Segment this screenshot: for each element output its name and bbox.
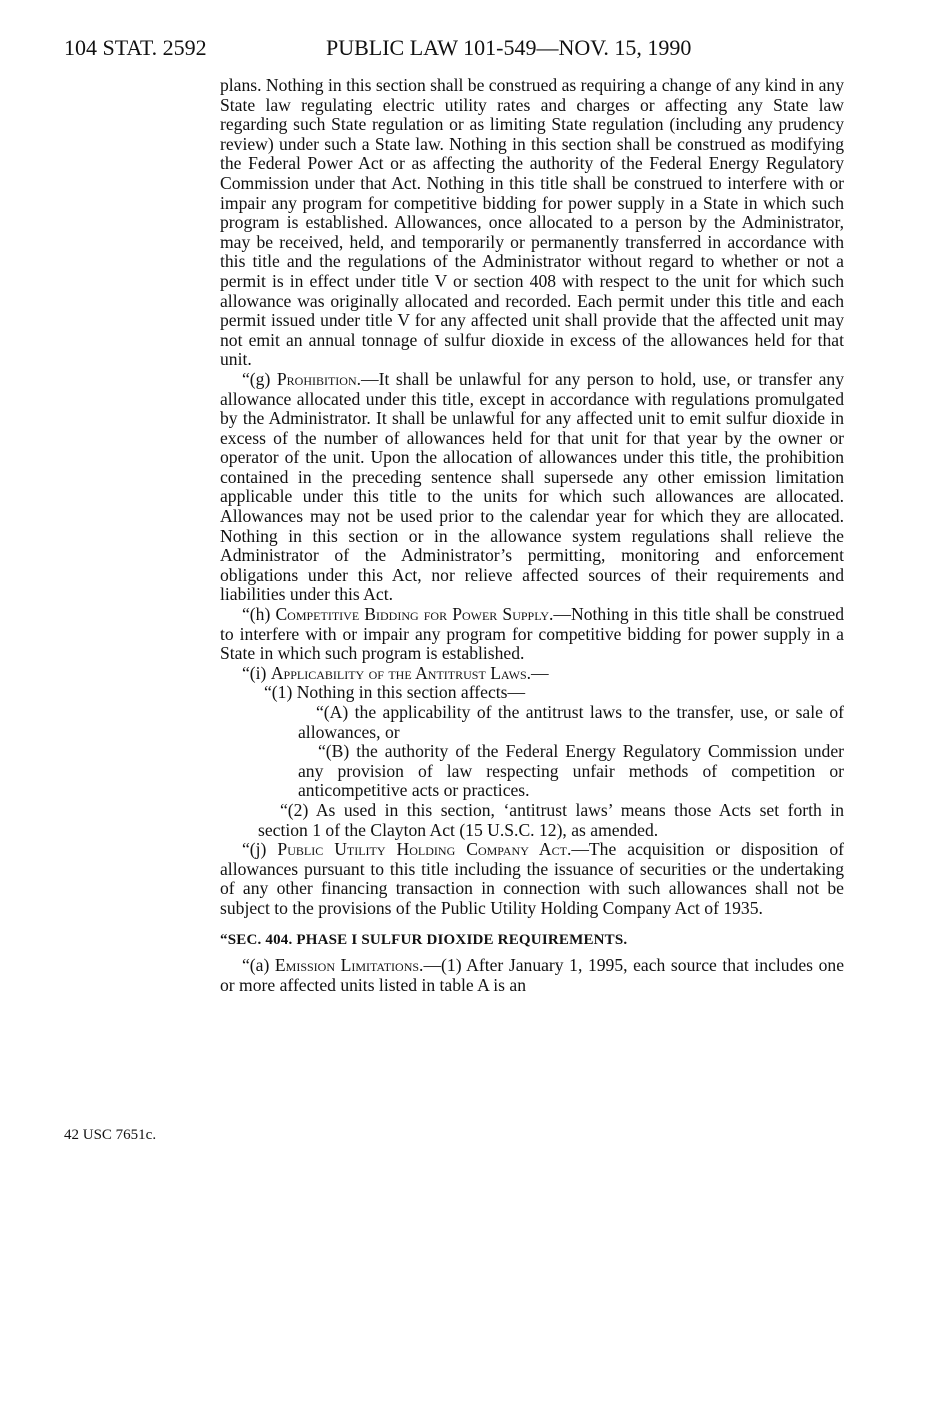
paragraph-j-puhca (220, 840, 844, 918)
paragraph-heading: Competitive Bidding for Power Supply (275, 604, 550, 625)
paragraph-i-2: “(2) As used in this section, ‘antitrust laws’ means those Acts set forth in section 1 of the Clayton Act (15 U.S.C. 12), as amended. (258, 799, 844, 840)
paragraph-f-continued: plans. Nothing in this section shall be construed as requiring a change of any kind in any State law regulating electric utility rates and charges or affecting any State law regarding such State regulation or as limiting State regulation (including any prudency review) under such a State law. Nothing in this section shall be construed as modifying the Federal Power Act or as affecting the authority of the Federal Energy Regulatory Commission under that Act. Nothing in this title shall be construed to interfere with or impair any program for competitive bidding for power supply in a State in which such program is established. Allowances, once allocated to a person by the Administrator, may be received, held, and temporarily or permanently transferred in accordance with this title and the regulations of the Administrator without regard to whether or not a permit is in effect under title V or section 408 with respect to the unit for which such allowance was originally allocated and recorded. Each permit under this title and each permit issued under title V for any affected unit shall provide that the affected unit may not emit an annual tonnage of sulfur dioxide in excess of the allowances held for that unit. (220, 75, 844, 370)
body-text (220, 76, 844, 995)
paragraph-text: .—It shall be unlawful for any person to hold, use, or transfer any allowance allocated under this title, except in accordance with regulations promulgated by the Administrator. It shall be unlawful for any affected unit to emit sulfur dioxide in excess of the number of allowances held for that unit for that year by the owner or operator of the unit. Upon the allocation of allowances under this title, the prohibition contained in the preceding sentence shall supersede any other emission limitation applicable under this title to the units for which such allowances are allocated. Allowances may not be used prior to the calendar year for which they are allocated. Nothing in this section or in the allowance system regulations shall relieve the Administrator of the Administrator’s permitting, monitoring and enforcement obligations under this Act, nor relieve affected sources of their requirements and liabilities under this Act. (220, 368, 844, 605)
law-title: PUBLIC LAW 101-549—NOV. 15, 1990 (326, 35, 692, 60)
paragraph-a-emission-limitations (220, 956, 844, 995)
paragraph-heading: Prohibition (276, 368, 357, 389)
paragraph-i-1-a: “(A) the applicability of the antitrust laws to the transfer, use, or sale of allowances, or (298, 702, 844, 742)
statute-citation: 104 STAT. 2592 (64, 35, 207, 60)
paragraph-text: .— (526, 662, 549, 683)
paragraph-heading: Public Utility Holding Company Act (277, 839, 567, 860)
paragraph-g-prohibition (220, 370, 844, 605)
paragraph-text: .—(1) After January 1, 1995, each source that includes one or more affected units listed in table A is an (220, 955, 845, 995)
paragraph-label: “(h) (242, 604, 276, 625)
paragraph-label: “(i) (242, 662, 271, 683)
paragraph-i-1: “(1) Nothing in this section affects— (264, 682, 526, 703)
section-404-heading: “SEC. 404. PHASE I SULFUR DIOXIDE REQUIREMENTS. (220, 931, 628, 948)
paragraph-label: “(g) (242, 368, 277, 389)
paragraph-heading: Applicability of the Antitrust Laws (270, 662, 527, 683)
paragraph-label: “(j) (242, 839, 278, 860)
paragraph-heading: Emission Limitations (274, 955, 420, 976)
paragraph-text: .—The acquisition or disposition of allowances pursuant to this title including the issuance of securities or the undertaking of any other financing transaction in connection with such allowances shall not be subject to the provisions of the Public Utility Holding Company Act of 1935. (220, 839, 844, 918)
paragraph-i-antitrust (220, 664, 844, 684)
running-head (64, 34, 844, 62)
paragraph-h-competitive-bidding (220, 605, 844, 664)
paragraph-i-1-b: “(B) the authority of the Federal Energy Regulatory Commission under any provision of law respecting unfair methods of competition or anticompetitive acts or practices. (298, 741, 844, 801)
paragraph-text: .—Nothing in this title shall be construed to interfere with or impair any program for competitive bidding for power supply in a State in which such program is established. (220, 604, 844, 664)
margin-note-usc: 42 USC 7651c. (64, 1127, 157, 1143)
paragraph-label: “(a) (242, 955, 275, 976)
